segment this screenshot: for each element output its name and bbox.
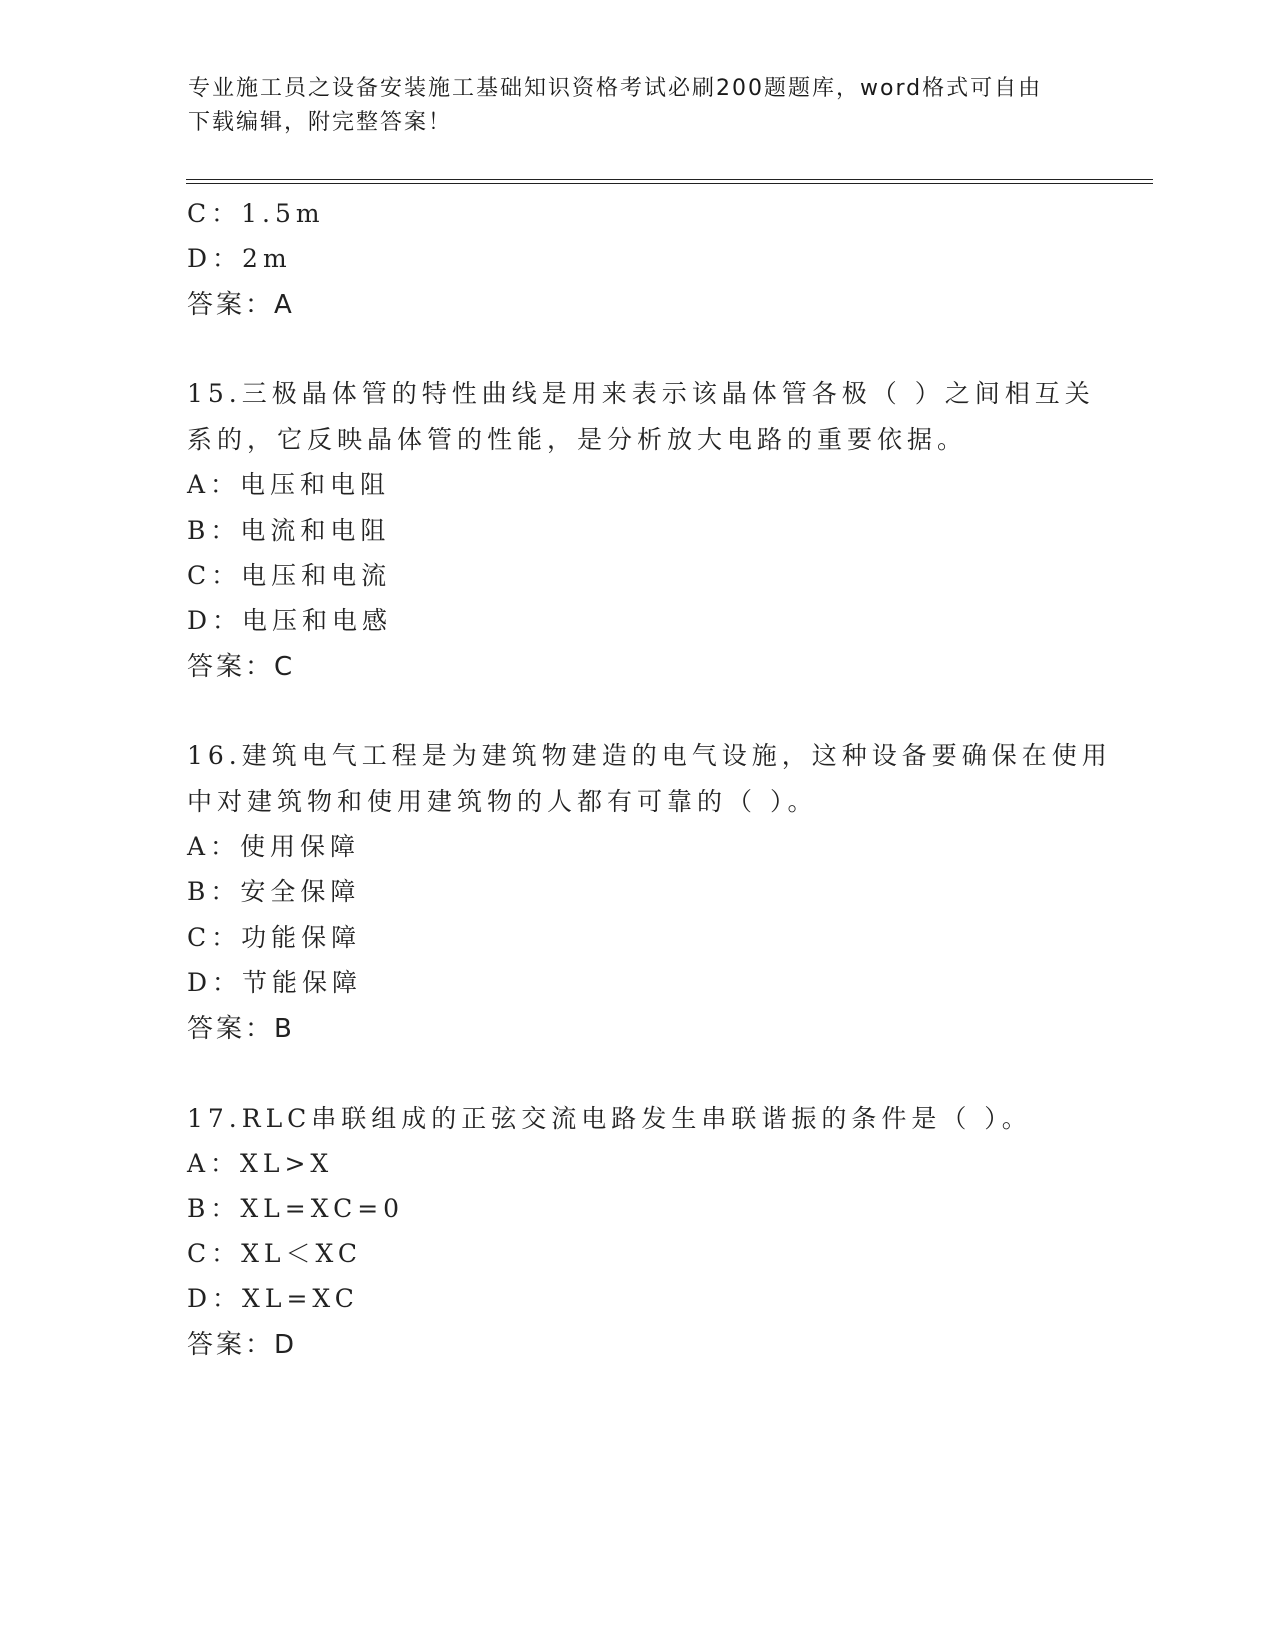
q15-stem-line-2: 系的，它反映晶体管的性能，是分析放大电路的重要依据。 [187,425,968,454]
q14-answer: 答案：A [187,290,295,320]
q14-option-c: C：1.5m [187,199,325,228]
header-divider-bottom [186,183,1153,184]
q15-stem-line-1: 15.三极晶体管的特性曲线是用来表示该晶体管各极（ ）之间相互关 [187,379,1095,408]
header-line-2: 下载编辑，附完整答案！ [188,110,453,135]
q15-option-d: D：电压和电感 [187,606,393,635]
q16-option-a: A：使用保障 [187,832,361,861]
header-divider-top [186,179,1153,180]
q16-stem-line-1: 16.建筑电气工程是为建筑物建造的电气设施，这种设备要确保在使用 [187,741,1112,770]
document-header [188,72,1088,140]
q17-option-b: B：XL=XC=0 [187,1194,405,1223]
q16-answer: 答案：B [187,1014,295,1044]
q14-option-d: D：2m [187,244,292,273]
q17-answer: 答案：D [187,1330,298,1360]
q15-answer: 答案：C [187,652,296,682]
q16-option-b: B：安全保障 [187,877,361,906]
q17-stem-line-1: 17.RLC串联组成的正弦交流电路发生串联谐振的条件是（ ）。 [187,1104,1032,1133]
q17-option-a: A：XL>X [187,1149,334,1178]
q17-option-c: C：XL＜XC [187,1239,363,1268]
q16-stem-line-2: 中对建筑物和使用建筑物的人都有可靠的（ ）。 [187,787,818,816]
q16-option-c: C：功能保障 [187,923,362,952]
q15-option-b: B：电流和电阻 [187,516,391,545]
q15-option-c: C：电压和电流 [187,561,392,590]
header-line-1: 专业施工员之设备安装施工基础知识资格考试必刷200题题库，word格式可自由 [188,76,1043,101]
q15-option-a: A：电压和电阻 [187,470,391,499]
q17-option-d: D：XL=XC [187,1284,359,1313]
q16-option-d: D：节能保障 [187,968,363,997]
